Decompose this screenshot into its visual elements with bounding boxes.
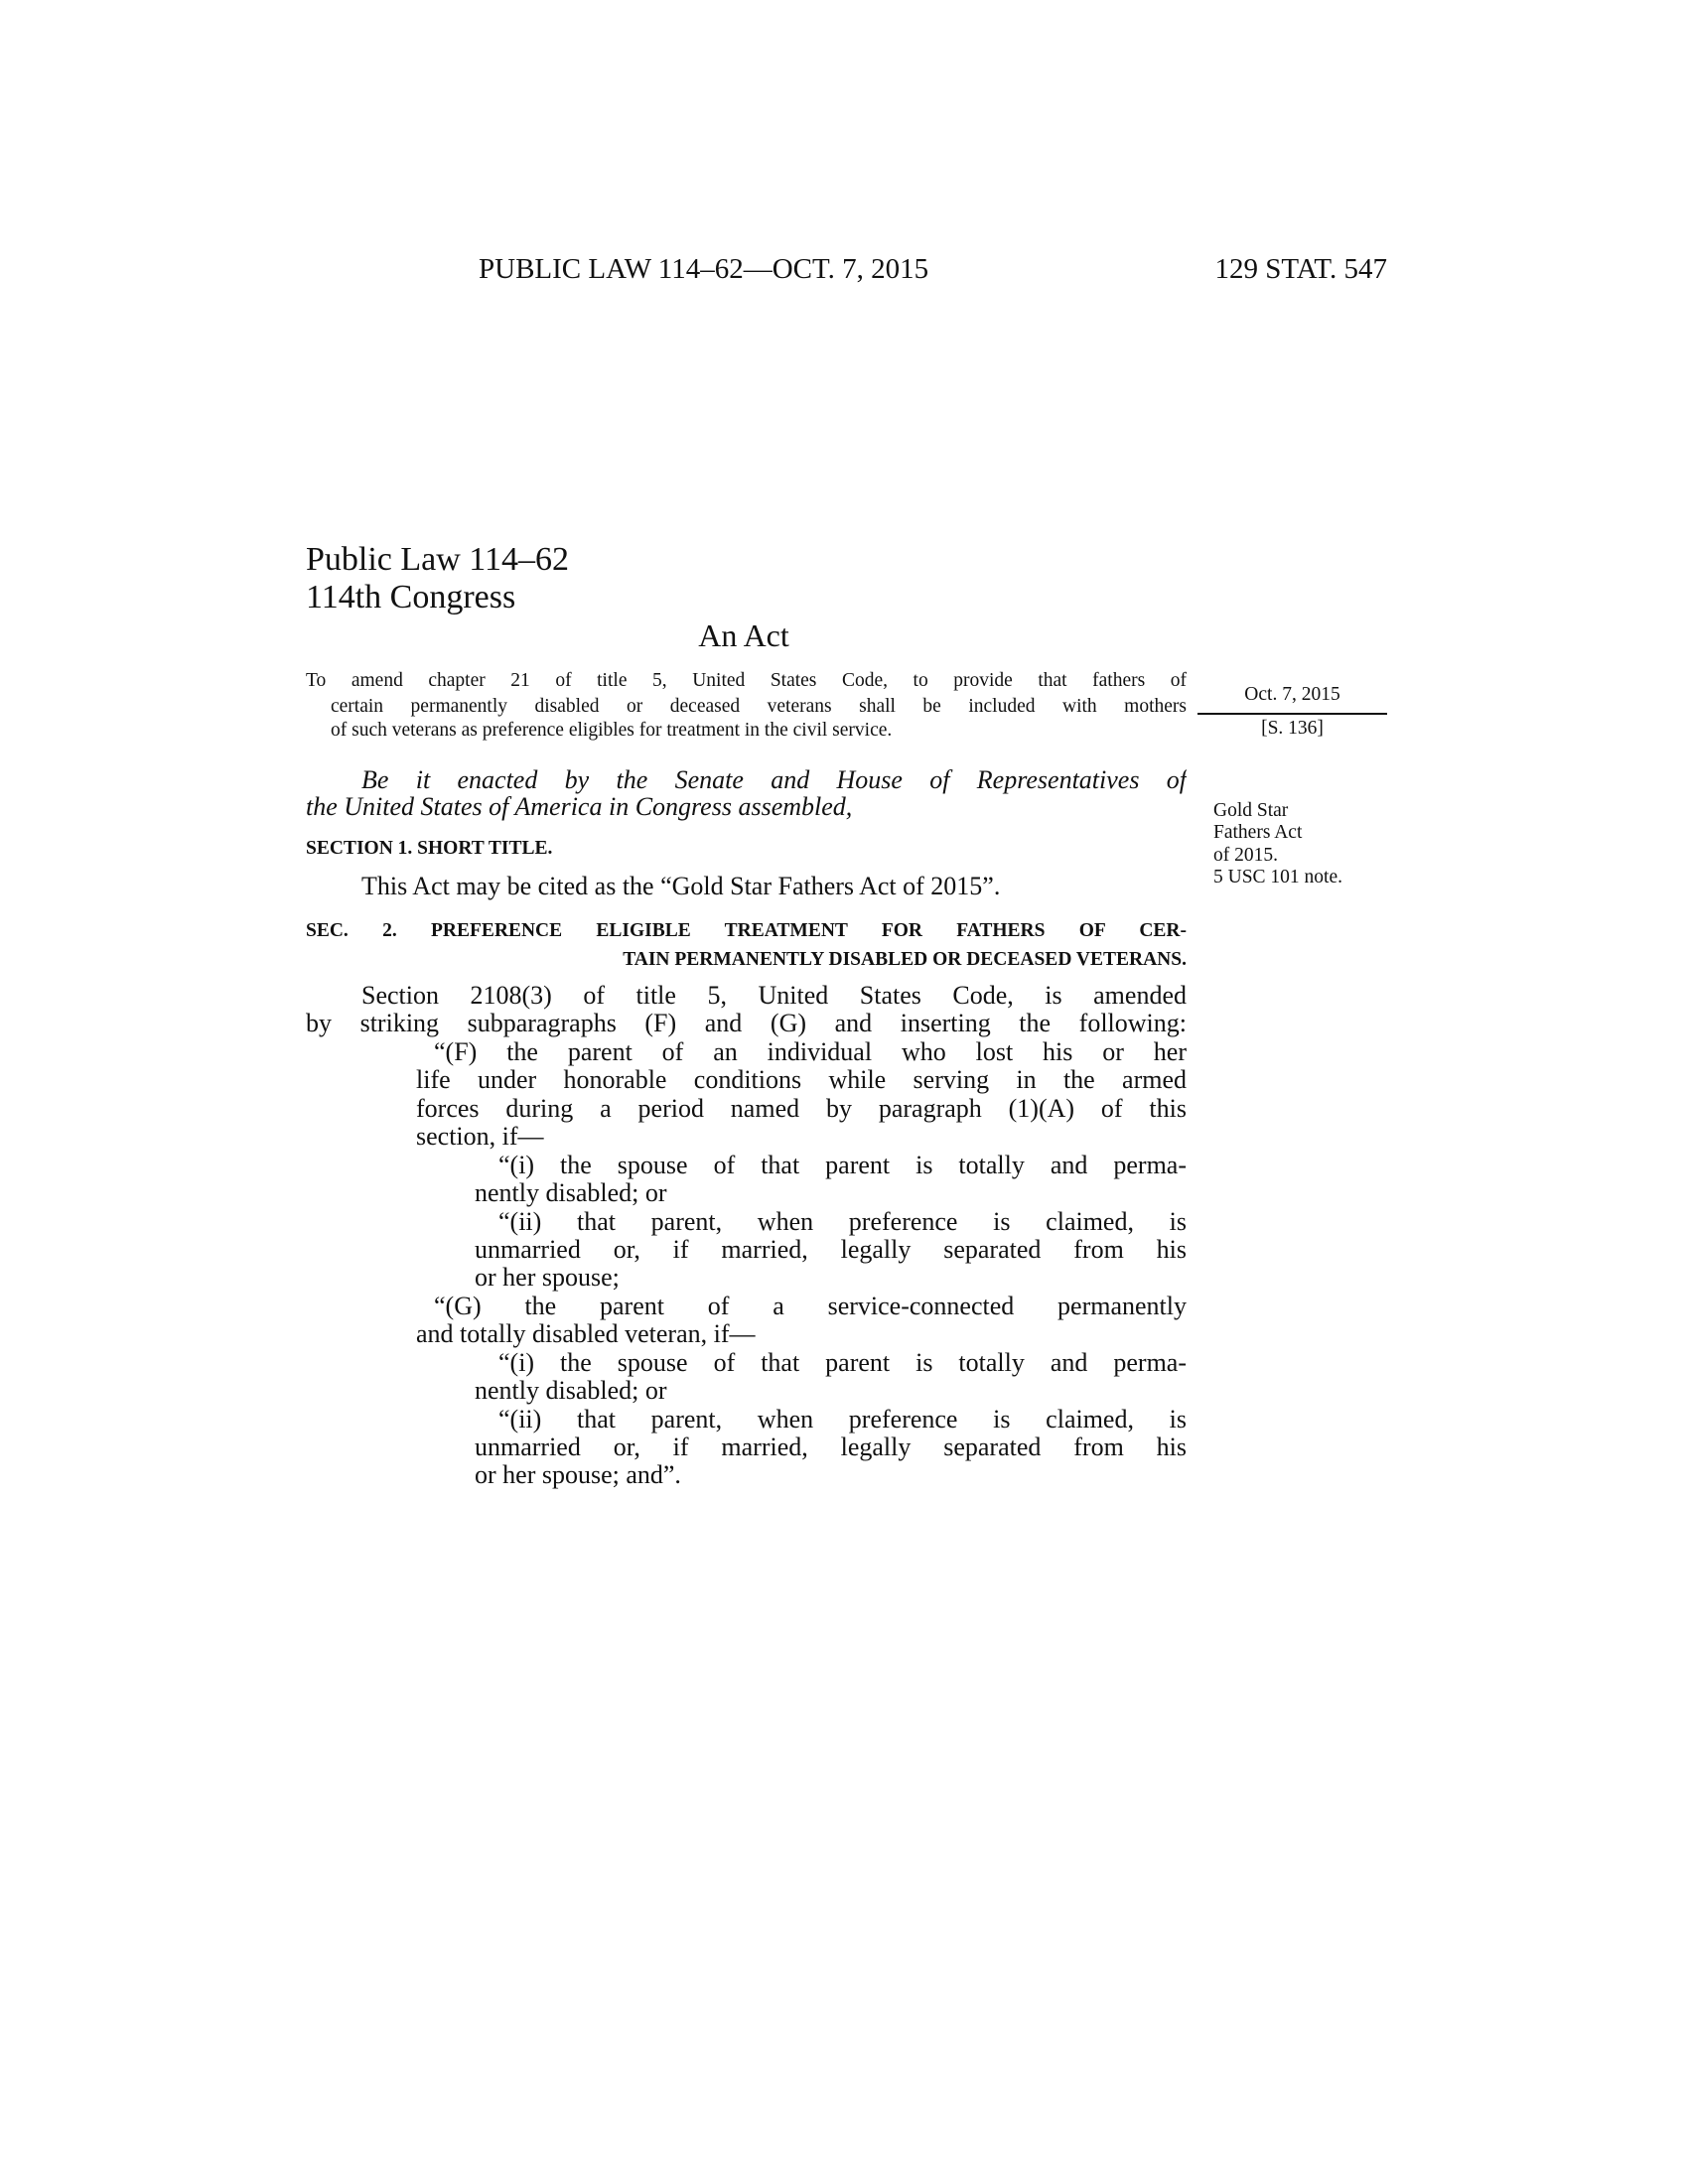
subparagraph-f-line: “(F) the parent of an individual who lost his or her <box>434 1037 1187 1066</box>
margin-rule <box>1197 713 1387 715</box>
section2-heading-line: SEC. 2. PREFERENCE ELIGIBLE TREATMENT FOR FATHERS OF CER- <box>306 920 1187 941</box>
subparagraph-f-line: life under honorable conditions while serving in the armed <box>416 1065 1187 1094</box>
clause-f-ii-line: or her spouse; <box>475 1263 620 1292</box>
subparagraph-g-line: and totally disabled veteran, if— <box>416 1319 756 1348</box>
clause-g-i-line: nently disabled; or <box>475 1376 667 1405</box>
margin-bill-number: [S. 136] <box>1261 718 1324 739</box>
margin-date: Oct. 7, 2015 <box>1244 684 1340 705</box>
clause-f-ii-line: unmarried or, if married, legally separated from his <box>475 1235 1187 1264</box>
subparagraph-f-line: section, if— <box>416 1122 544 1151</box>
enacting-clause-line: the United States of America in Congress assembled, <box>306 792 853 821</box>
clause-f-i-line: nently disabled; or <box>475 1178 667 1207</box>
page-reference: 129 STAT. 547 <box>1214 253 1387 285</box>
section1-text: This Act may be cited as the “Gold Star Fathers Act of 2015”. <box>361 872 1001 900</box>
running-title: PUBLIC LAW 114–62—OCT. 7, 2015 <box>479 253 929 285</box>
subparagraph-f-line: forces during a period named by paragraph (1)(A) of this <box>416 1094 1187 1123</box>
clause-g-ii-line: or her spouse; and”. <box>475 1460 681 1489</box>
subparagraph-g-line: “(G) the parent of a service-connected permanently <box>434 1292 1187 1320</box>
margin-note: Gold Star <box>1213 800 1289 821</box>
purpose-line: certain permanently disabled or deceased veterans shall be included with mothers <box>331 696 1187 717</box>
clause-g-ii-line: “(ii) that parent, when preference is claimed, is <box>498 1405 1187 1433</box>
enacting-clause-line: Be it enacted by the Senate and House of Representatives of <box>361 765 1187 794</box>
clause-f-i-line: “(i) the spouse of that parent is totally and perma- <box>498 1151 1187 1179</box>
purpose-line: To amend chapter 21 of title 5, United States Code, to provide that fathers of <box>306 670 1187 691</box>
margin-note: Fathers Act <box>1213 822 1303 843</box>
section2-body-line: by striking subparagraphs (F) and (G) and inserting the following: <box>306 1009 1187 1037</box>
congress-label: 114th Congress <box>306 579 516 615</box>
purpose-line: of such veterans as preference eligibles for treatment in the civil service. <box>331 720 893 741</box>
section1-heading: SECTION 1. SHORT TITLE. <box>306 838 553 859</box>
section2-body-line: Section 2108(3) of title 5, United States Code, is amended <box>361 981 1187 1010</box>
margin-note: of 2015. <box>1213 845 1278 866</box>
law-number: Public Law 114–62 <box>306 541 570 578</box>
clause-g-i-line: “(i) the spouse of that parent is totally and perma- <box>498 1348 1187 1377</box>
clause-f-ii-line: “(ii) that parent, when preference is claimed, is <box>498 1207 1187 1236</box>
act-heading: An Act <box>698 617 789 653</box>
section2-heading-line: TAIN PERMANENTLY DISABLED OR DECEASED VETERANS. <box>623 949 1187 970</box>
margin-note: 5 USC 101 note. <box>1213 867 1343 887</box>
clause-g-ii-line: unmarried or, if married, legally separated from his <box>475 1433 1187 1461</box>
